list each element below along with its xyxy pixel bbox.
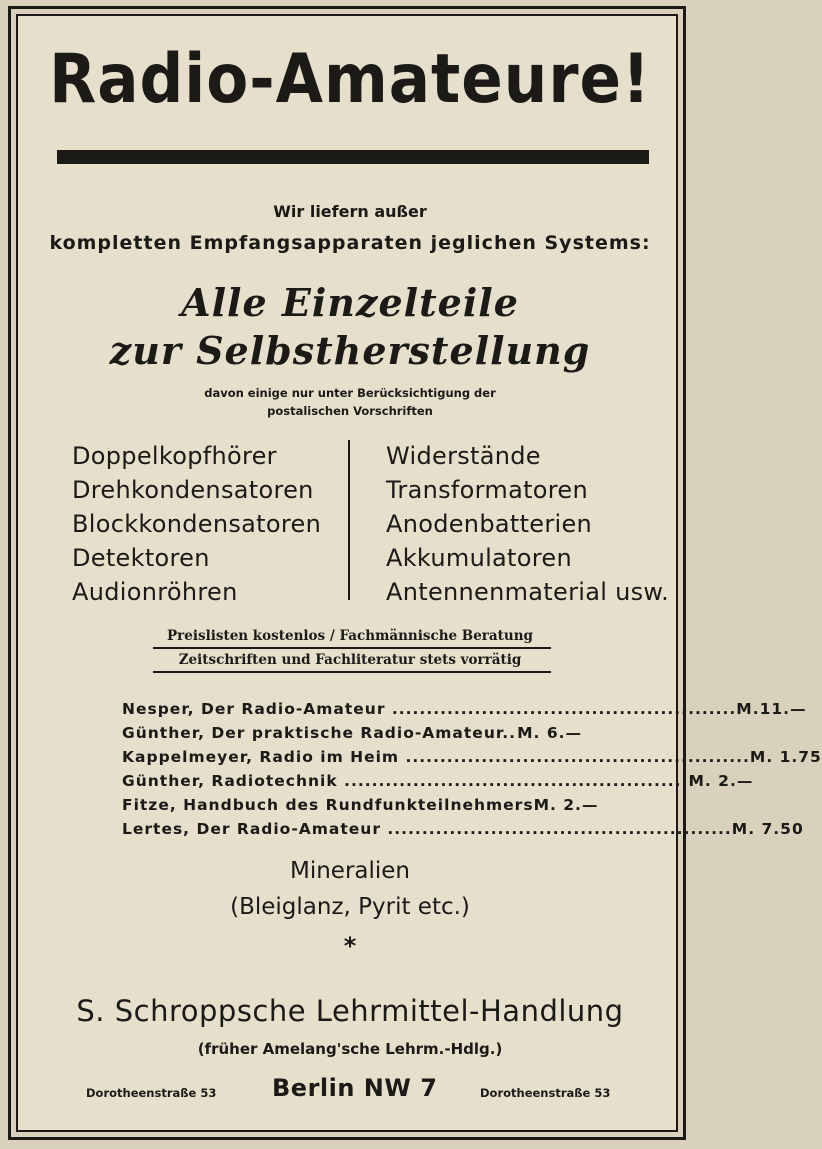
book-price: M. 1.75 <box>749 748 822 766</box>
leader-dots: .................................................. <box>380 820 732 838</box>
street-left: Dorotheenstraße 53 <box>86 1086 217 1100</box>
part-left-1: Doppelkopfhörer <box>72 442 277 470</box>
part-right-5: Antennenmaterial usw. <box>386 578 670 606</box>
price-list-underline-2 <box>153 671 551 673</box>
price-list-line-1: Preislisten kostenlos / Fachmännische Beratung <box>167 628 533 644</box>
book-title: Kappelmeyer, Radio im Heim <box>122 748 400 766</box>
part-left-3: Blockkondensatoren <box>72 510 322 538</box>
former-name: (früher Amelang'sche Lehrm.-Hdlg.) <box>197 1040 503 1058</box>
book-title: Lertes, Der Radio-Amateur <box>122 820 381 838</box>
book-row <box>122 820 804 838</box>
part-right-3: Anodenbatterien <box>386 510 593 538</box>
book-price: M. 7.50 <box>731 820 804 838</box>
leader-dots: .................................................. <box>337 772 689 790</box>
price-list-line-2: Zeitschriften und Fachliteratur stets vorrätig <box>178 652 522 668</box>
part-right-1: Widerstände <box>386 442 541 470</box>
city: Berlin NW 7 <box>272 1074 438 1102</box>
street-right: Dorotheenstraße 53 <box>480 1086 611 1100</box>
intro-line-2: kompletten Empfangsapparaten jeglichen Systems: <box>49 232 651 254</box>
part-left-4: Detektoren <box>72 544 210 572</box>
book-price: M. 2.— <box>688 772 754 790</box>
book-row <box>122 796 599 814</box>
book-title: Günther, Der praktische Radio-Amateur.. <box>122 724 517 742</box>
inner-frame <box>16 14 678 1132</box>
note-line-2: postalischen Vorschriften <box>267 404 433 418</box>
book-title: Fitze, Handbuch des Rundfunkteilnehmers <box>122 796 534 814</box>
book-row <box>122 772 754 790</box>
book-price: M. 2.— <box>533 796 599 814</box>
book-price: M.11.— <box>736 700 807 718</box>
intro-line-1: Wir liefern außer <box>273 202 427 221</box>
note-line-1: davon einige nur unter Berücksichtigung der <box>204 386 496 400</box>
book-title: Nesper, Der Radio-Amateur <box>122 700 386 718</box>
book-row <box>122 700 807 718</box>
headline-line-1: Alle Einzelteile <box>181 280 519 325</box>
part-left-5: Audionröhren <box>72 578 238 606</box>
firm-name: S. Schroppsche Lehrmittel-Handlung <box>76 994 624 1028</box>
ad-title: Radio-Amateure! <box>49 40 651 119</box>
leader-dots: .................................................. <box>385 700 737 718</box>
book-row <box>122 748 822 766</box>
asterisk-ornament: * <box>343 932 357 960</box>
headline-line-2: zur Selbstherstellung <box>109 328 591 373</box>
price-list-underline-1 <box>153 647 551 649</box>
column-divider <box>348 440 350 600</box>
part-right-4: Akkumulatoren <box>386 544 572 572</box>
book-row <box>122 724 582 742</box>
part-right-2: Transformatoren <box>386 476 588 504</box>
part-left-2: Drehkondensatoren <box>72 476 314 504</box>
minerals-heading: Mineralien <box>289 858 411 884</box>
title-rule <box>57 150 649 164</box>
book-price: M. 6.— <box>517 724 582 742</box>
minerals-detail: (Bleiglanz, Pyrit etc.) <box>230 894 470 920</box>
leader-dots: .................................................. <box>399 748 750 766</box>
book-title: Günther, Radiotechnik <box>122 772 338 790</box>
